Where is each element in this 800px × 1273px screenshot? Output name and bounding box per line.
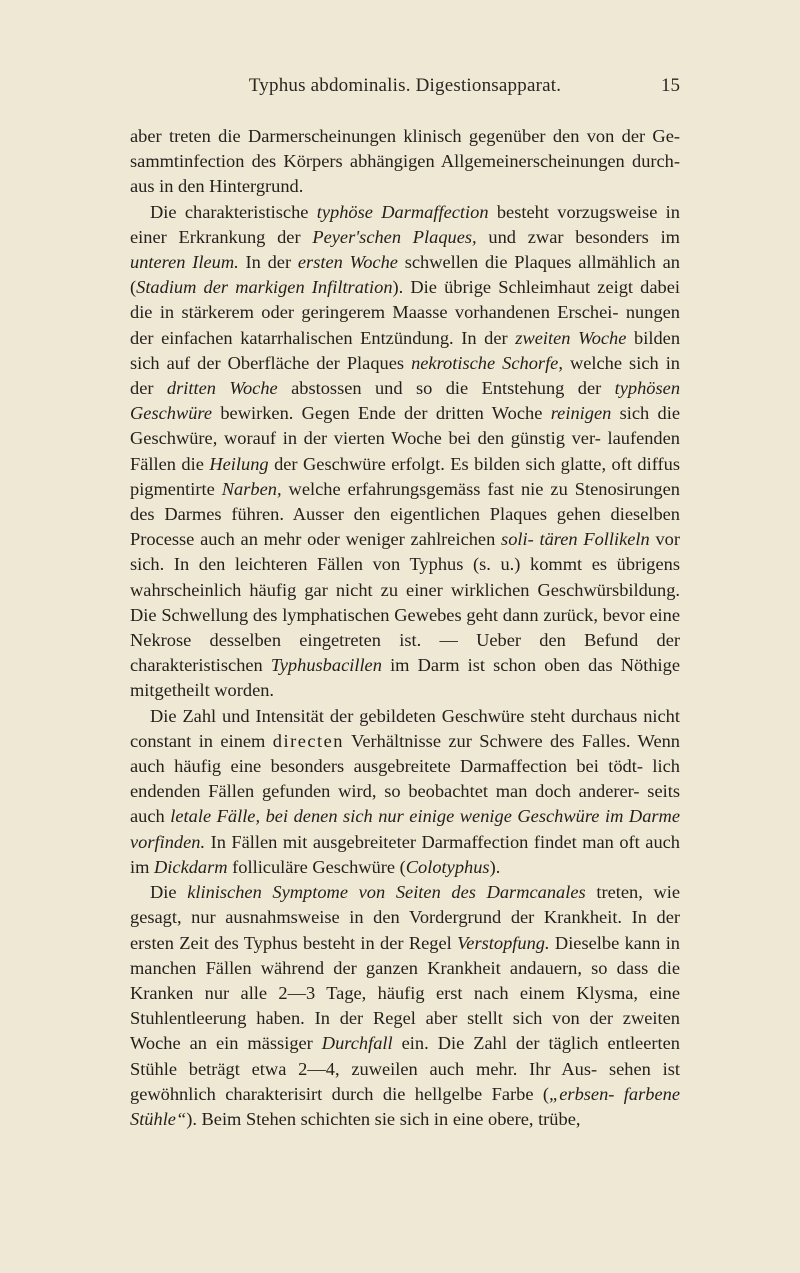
italic-phrase: zweiten Woche — [515, 327, 627, 348]
text-run: folliculäre Geschwüre ( — [227, 856, 406, 877]
text-run: Die charakteristische — [150, 201, 317, 222]
running-head — [130, 75, 680, 109]
text-run: In der — [238, 252, 298, 273]
text-run: welche sich in der — [130, 352, 681, 399]
text-run: ). Die übrige Schleimhaut zeigt dabei die in stärkerem oder geringerem Maasse vorhandenen Erschei- nungen der einfachen katarrhalischen Entzündung. In der — [130, 277, 680, 348]
paragraph-2 — [130, 200, 680, 704]
italic-phrase: Verstopfung. — [457, 932, 550, 953]
italic-phrase: ersten Woche — [297, 252, 398, 273]
paragraph-1 — [130, 124, 680, 200]
text-run: aber treten die Darmerscheinungen klinisch gegenüber den von der Ge- sammtinfection des Körpers abhängigen Allgemeinerscheinungen durch- aus in den Hintergrund. — [130, 126, 680, 197]
italic-phrase: Typhusbacillen — [270, 655, 382, 676]
italic-phrase: unteren Ileum. — [130, 252, 239, 273]
italic-phrase: dritten Woche — [166, 378, 278, 399]
text-run: sich die Geschwüre, worauf in der vierten Woche bei den günstig ver- laufenden Fällen die — [130, 403, 680, 474]
italic-phrase: Peyer'schen Plaques, — [312, 226, 477, 247]
italic-phrase: reinigen — [550, 403, 612, 424]
text-run: welche erfahrungsgemäss fast nie zu Stenosirungen des Darmes führen. Ausser den eigentlichen Plaques gehen dieselben Processe auch an mehr oder weniger zahlreichen — [130, 478, 680, 550]
paragraph-3 — [130, 704, 680, 880]
text-run: vor sich. In den leichteren Fällen von Typhus (s. u.) kommt es übrigens wahrscheinlich häufig gar nicht zu einer wirklichen Geschwürsbildung. Die Schwellung des lymphatischen Gewebes geht dann zurück, bevor eine Nekrose desselben eingetreten ist. — Ueber den Befund der charakteristischen — [130, 529, 680, 676]
italic-phrase: letale Fälle, bei denen sich nur einige wenige Geschwüre im Darme vorfinden. — [130, 806, 680, 852]
italic-phrase: Heilung — [209, 453, 269, 474]
text-run: abstossen und so die Entstehung der — [277, 378, 615, 399]
text-run: Die — [150, 882, 188, 903]
italic-phrase: soli- tären Follikeln — [501, 529, 650, 550]
text-run: bewirken. Gegen Ende der dritten Woche — [212, 403, 551, 424]
text-run: treten, wie gesagt, nur ausnahmsweise in den Vordergrund der Krankheit. In der ersten Zeit des Typhus besteht in der Regel — [130, 882, 680, 953]
text-run: und zwar besonders im — [476, 226, 680, 247]
italic-phrase: klinischen Symptome von Seiten des Darmcanales — [187, 882, 586, 903]
text-run: bilden sich auf der Oberfläche der Plaques — [130, 327, 681, 373]
page-number: 15 — [661, 75, 680, 96]
italic-phrase: typhösen Geschwüre — [130, 378, 681, 424]
italic-phrase: nekrotische Schorfe, — [411, 352, 563, 373]
italic-phrase: Dickdarm — [154, 856, 228, 877]
paragraph-4 — [130, 880, 680, 1132]
text-run: ). Beim Stehen schichten sie sich in eine obere, trübe, — [186, 1108, 581, 1129]
italic-phrase: Colotyphus — [405, 856, 490, 877]
text-run: In Fällen mit ausgebreiteter Darmaffection findet man oft auch im — [130, 831, 680, 877]
italic-phrase: Stadium der markigen Infiltration — [136, 277, 393, 298]
text-run: Verhältnisse zur Schwere des Falles. Wenn auch häufig eine besonders ausgebreitete Darmaffection bei tödt- lich endenden Fällen gefunden wird, so beobachtet man doch anderer- seits auch — [130, 730, 680, 827]
text-run: Die Zahl und Intensität der gebildeten Geschwüre steht durchaus nicht constant in einem — [130, 705, 680, 751]
italic-phrase: Durchfall — [321, 1033, 393, 1054]
body-text — [130, 124, 680, 1132]
italic-phrase: „erbsen- farbene Stühle“ — [130, 1083, 680, 1129]
running-head-title: Typhus abdominalis. Digestionsapparat. — [248, 75, 562, 96]
text-run: im Darm ist schon oben das Nöthige mitgetheilt worden. — [130, 655, 681, 701]
italic-phrase: Narben, — [221, 478, 282, 499]
text-run: schwellen die Plaques allmählich an ( — [130, 252, 680, 298]
text-run: ). — [489, 856, 501, 877]
text-run: der Geschwüre erfolgt. Es bilden sich glatte, oft diffus pigmentirte — [130, 453, 680, 499]
text-run: besteht vorzugsweise in einer Erkrankung der — [130, 201, 680, 247]
text-run: ein. Die Zahl der täglich entleerten Stühle beträgt etwa 2—4, zuweilen auch mehr. Ihr Aus- sehen ist gewöhnlich charakterisirt durch die hellgelbe Farbe ( — [130, 1033, 680, 1104]
italic-phrase: typhöse Darmaffection — [316, 201, 489, 222]
text-run: Dieselbe kann in manchen Fällen während der ganzen Krankheit andauern, so dass die Kranken nur alle 2—3 Tage, häufig erst nach einem Klysma, eine Stuhlentleerung haben. In der Regel aber stellt sich von der zweiten Woche an ein mässiger — [130, 932, 680, 1054]
spaced-phrase: directen — [272, 730, 345, 751]
